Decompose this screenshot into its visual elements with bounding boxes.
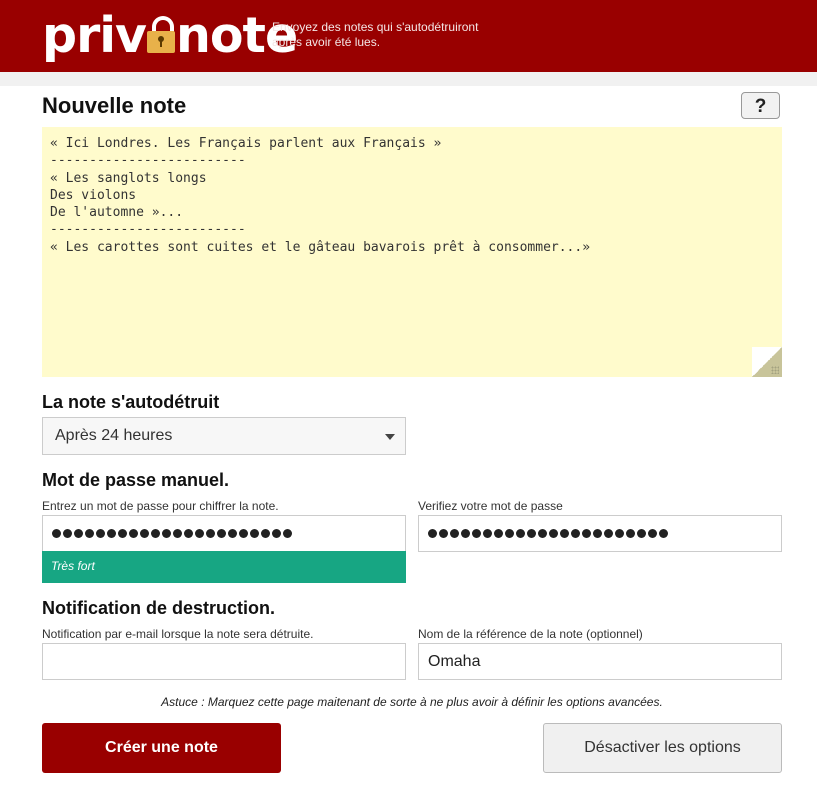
password-dot xyxy=(648,529,657,538)
password-dot xyxy=(228,529,237,538)
password-dot xyxy=(129,529,138,538)
destruction-time-select[interactable] xyxy=(42,417,406,455)
password-dot xyxy=(184,529,193,538)
password-dot xyxy=(505,529,514,538)
note-textarea[interactable] xyxy=(42,127,782,377)
password-dot xyxy=(239,529,248,538)
note-line: Des violons xyxy=(50,187,137,203)
help-button[interactable]: ? xyxy=(741,92,780,119)
email-label: Notification par e-mail lorsque la note sera détruite. xyxy=(42,627,314,641)
password-dot xyxy=(107,529,116,538)
password-dot xyxy=(549,529,558,538)
site-header xyxy=(0,0,817,72)
password-confirm-mask xyxy=(428,516,668,551)
notification-heading: Notification de destruction. xyxy=(42,598,276,618)
resize-grip-icon[interactable] xyxy=(771,366,779,374)
password-dot xyxy=(582,529,591,538)
password-dot xyxy=(96,529,105,538)
password-dot xyxy=(206,529,215,538)
password-mask xyxy=(52,516,292,551)
password-dot xyxy=(250,529,259,538)
note-line: « Ici Londres. Les Français parlent aux Français » xyxy=(50,136,442,151)
password-label: Entrez un mot de passe pour chiffrer la note. xyxy=(42,499,279,513)
password-dot xyxy=(151,529,160,538)
password-dot xyxy=(461,529,470,538)
password-dot xyxy=(52,529,61,538)
password-dot xyxy=(604,529,613,538)
password-dot xyxy=(439,529,448,538)
password-dot xyxy=(272,529,281,538)
password-dot xyxy=(538,529,547,538)
password-dot xyxy=(173,529,182,538)
password-dot xyxy=(118,529,127,538)
page-title: Nouvelle note xyxy=(42,93,187,118)
note-line: « Les carottes sont cuites et le gâteau bavarois prêt à consommer...» xyxy=(50,239,591,255)
password-dot xyxy=(74,529,83,538)
reference-label: Nom de la référence de la note (optionnel) xyxy=(418,627,643,641)
password-dot xyxy=(140,529,149,538)
password-dot xyxy=(659,529,668,538)
password-dot xyxy=(472,529,481,538)
note-line: ------------------------- xyxy=(50,222,246,238)
password-dot xyxy=(516,529,525,538)
password-dot xyxy=(261,529,270,538)
note-line: « Les sanglots longs xyxy=(50,170,207,186)
password-dot xyxy=(85,529,94,538)
destruction-time-value: Après 24 heures xyxy=(55,427,173,444)
password-dot xyxy=(626,529,635,538)
password-dot xyxy=(527,529,536,538)
header-divider xyxy=(0,72,817,86)
password-dot xyxy=(483,529,492,538)
note-line: De l'automne »... xyxy=(50,205,184,221)
chevron-down-icon xyxy=(385,434,395,440)
password-confirm-label: Verifiez votre mot de passe xyxy=(418,499,563,513)
password-dot xyxy=(593,529,602,538)
password-dot xyxy=(162,529,171,538)
password-heading: Mot de passe manuel. xyxy=(42,470,230,490)
password-dot xyxy=(428,529,437,538)
note-line: ------------------------- xyxy=(50,153,246,169)
password-dot xyxy=(450,529,459,538)
password-dot xyxy=(195,529,204,538)
header-tagline: Envoyez des notes qui s'autodétruiront après avoir été lues. xyxy=(272,20,479,49)
password-strength-indicator: Très fort xyxy=(42,551,406,583)
password-dot xyxy=(571,529,580,538)
password-dot xyxy=(637,529,646,538)
password-dot xyxy=(283,529,292,538)
lock-icon xyxy=(147,18,175,52)
create-note-button[interactable]: Créer une note xyxy=(42,723,281,773)
password-dot xyxy=(560,529,569,538)
disable-options-button[interactable]: Désactiver les options xyxy=(543,723,782,773)
password-confirm-field[interactable] xyxy=(418,515,782,552)
password-dot xyxy=(217,529,226,538)
privnote-logo[interactable]: priv note xyxy=(42,7,298,64)
password-dot xyxy=(615,529,624,538)
reference-field[interactable]: Omaha xyxy=(418,643,782,680)
destruction-heading: La note s'autodétruit xyxy=(42,392,220,412)
password-field[interactable] xyxy=(42,515,406,552)
password-dot xyxy=(63,529,72,538)
tip-text: Astuce : Marquez cette page maitenant de sorte à ne plus avoir à définir les options avancées. xyxy=(161,695,663,709)
password-dot xyxy=(494,529,503,538)
email-field[interactable] xyxy=(42,643,406,680)
